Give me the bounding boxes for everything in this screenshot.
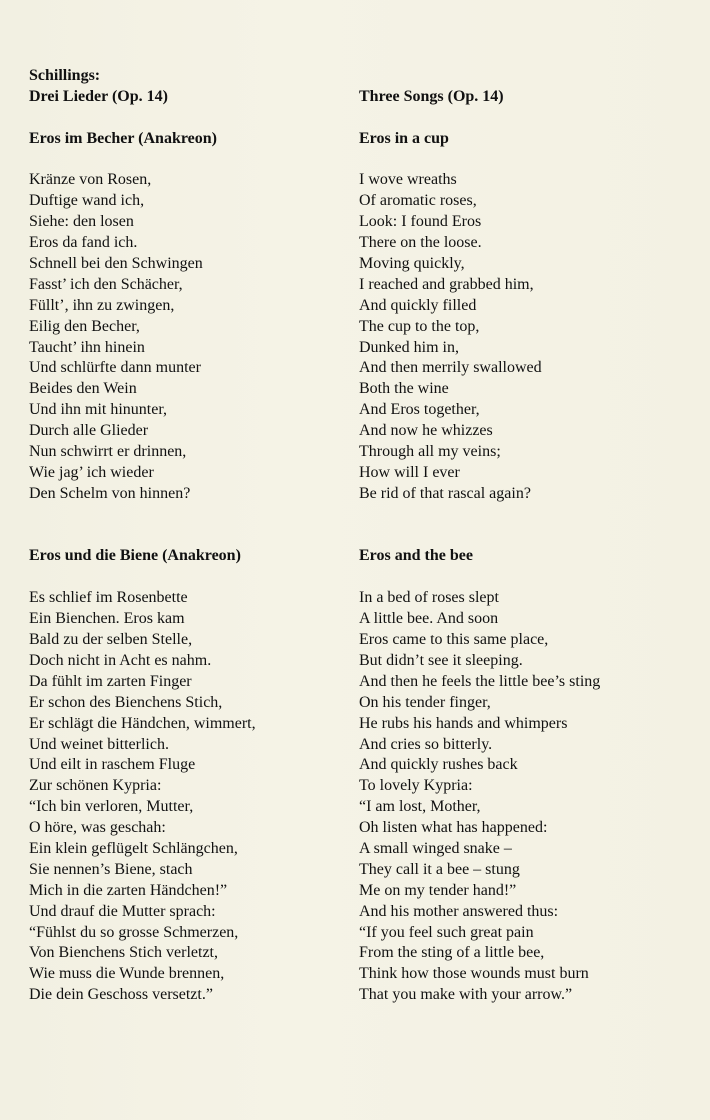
verse-line: And quickly rushes back [359,756,518,774]
verse-line: Of aromatic roses, [359,192,477,210]
verse-line: Dunked him in, [359,338,459,356]
verse-line: Wie jag’ ich wieder [29,463,154,481]
verse-line: Die dein Geschoss versetzt.” [29,986,213,1004]
verse-line: Durch alle Glieder [29,422,149,440]
verse-line: Beides den Wein [29,380,137,398]
verse-line: Moving quickly, [359,255,465,273]
verse-line: The cup to the top, [359,317,480,335]
verse-line: Und weinet bitterlich. [29,735,169,753]
english-column [359,66,689,1006]
verse-line: That you make with your arrow.” [359,986,573,1004]
verse-line: Eros came to this same place, [359,631,549,649]
verse-line: Both the wine [359,380,449,398]
verse-line: Bald zu der selben Stelle, [29,631,193,649]
verse-line: Fasst’ ich den Schächer, [29,275,183,293]
verse-line: And then merrily swallowed [359,359,542,377]
verse-line: Und ihn mit hinunter, [29,401,168,419]
verse-line: Mich in die zarten Händchen!” [29,881,228,899]
verse-line: From the sting of a little bee, [359,944,545,962]
verse-line: Eros da fand ich. [29,234,138,252]
song2-verse-german [29,588,339,1006]
song1-title-english: Eros in a cup [359,129,449,147]
verse-line: On his tender finger, [359,693,491,711]
verse-line: They call it a bee – stung [359,860,520,878]
song2-verse-english [359,588,689,1006]
verse-line: Ein klein geflügelt Schlängchen, [29,839,238,857]
verse-line: A small winged snake – [359,839,512,857]
song1-title-german: Eros im Becher (Anakreon) [29,129,217,147]
verse-line: Eilig den Becher, [29,317,140,335]
verse-line: And cries so bitterly. [359,735,493,753]
verse-line: In a bed of roses slept [359,589,499,607]
verse-line: I reached and grabbed him, [359,275,534,293]
composer-heading: Schillings: [29,67,101,84]
verse-line: “Fühlst du so grosse Schmerzen, [29,923,239,941]
verse-line: Be rid of that rascal again? [359,484,531,502]
verse-line: Me on my tender hand!” [359,881,517,899]
verse-line: How will I ever [359,463,460,481]
verse-line: Kränze von Rosen, [29,171,152,189]
verse-line: And his mother answered thus: [359,902,559,920]
verse-line: Taucht’ ihn hinein [29,338,145,356]
verse-line: Den Schelm von hinnen? [29,484,191,502]
verse-line: Er schlägt die Händchen, wimmert, [29,714,256,732]
verse-line: Duftige wand ich, [29,192,145,210]
verse-line: But didn’t see it sleeping. [359,651,523,669]
song2-title-german: Eros und die Biene (Anakreon) [29,547,241,565]
verse-line: Schnell bei den Schwingen [29,255,203,273]
verse-line: Ein Bienchen. Eros kam [29,610,185,628]
verse-line: There on the loose. [359,234,482,252]
verse-line: Von Bienchens Stich verletzt, [29,944,218,962]
verse-line: Wie muss die Wunde brennen, [29,965,225,983]
verse-line: Da fühlt im zarten Finger [29,672,192,690]
verse-line: I wove wreaths [359,171,457,189]
verse-line: Füllt’, ihn zu zwingen, [29,296,175,314]
collection-title-english: Three Songs (Op. 14) [359,87,504,105]
verse-line: Siehe: den losen [29,213,134,231]
verse-line: And Eros together, [359,401,480,419]
verse-line: And then he feels the little bee’s sting [359,672,601,690]
verse-line: Think how those wounds must burn [359,965,589,983]
verse-line: Und drauf die Mutter sprach: [29,902,216,920]
verse-line: And now he whizzes [359,422,493,440]
german-column [29,66,339,1006]
verse-line: Zur schönen Kypria: [29,777,162,795]
verse-line: Sie nennen’s Biene, stach [29,860,193,878]
verse-line: To lovely Kypria: [359,777,473,795]
verse-line: “Ich bin verloren, Mutter, [29,798,194,816]
song1-verse-german [29,170,339,504]
verse-line: Look: I found Eros [359,213,482,231]
verse-line: A little bee. And soon [359,610,499,628]
verse-line: Doch nicht in Acht es nahm. [29,651,212,669]
song1-verse-english [359,170,689,504]
verse-line: “If you feel such great pain [359,923,534,941]
verse-line: Nun schwirrt er drinnen, [29,443,187,461]
verse-line: Oh listen what has happened: [359,819,548,837]
verse-line: Er schon des Bienchens Stich, [29,693,223,711]
verse-line: Through all my veins; [359,443,501,461]
collection-title-german: Drei Lieder (Op. 14) [29,87,168,105]
verse-line: And quickly filled [359,296,477,314]
verse-line: Es schlief im Rosenbette [29,589,188,607]
verse-line: “I am lost, Mother, [359,798,481,816]
verse-line: Und schlürfte dann munter [29,359,201,377]
verse-line: Und eilt in raschem Fluge [29,756,196,774]
verse-line: O höre, was geschah: [29,819,166,837]
verse-line: He rubs his hands and whimpers [359,714,568,732]
song2-title-english: Eros and the bee [359,547,473,565]
